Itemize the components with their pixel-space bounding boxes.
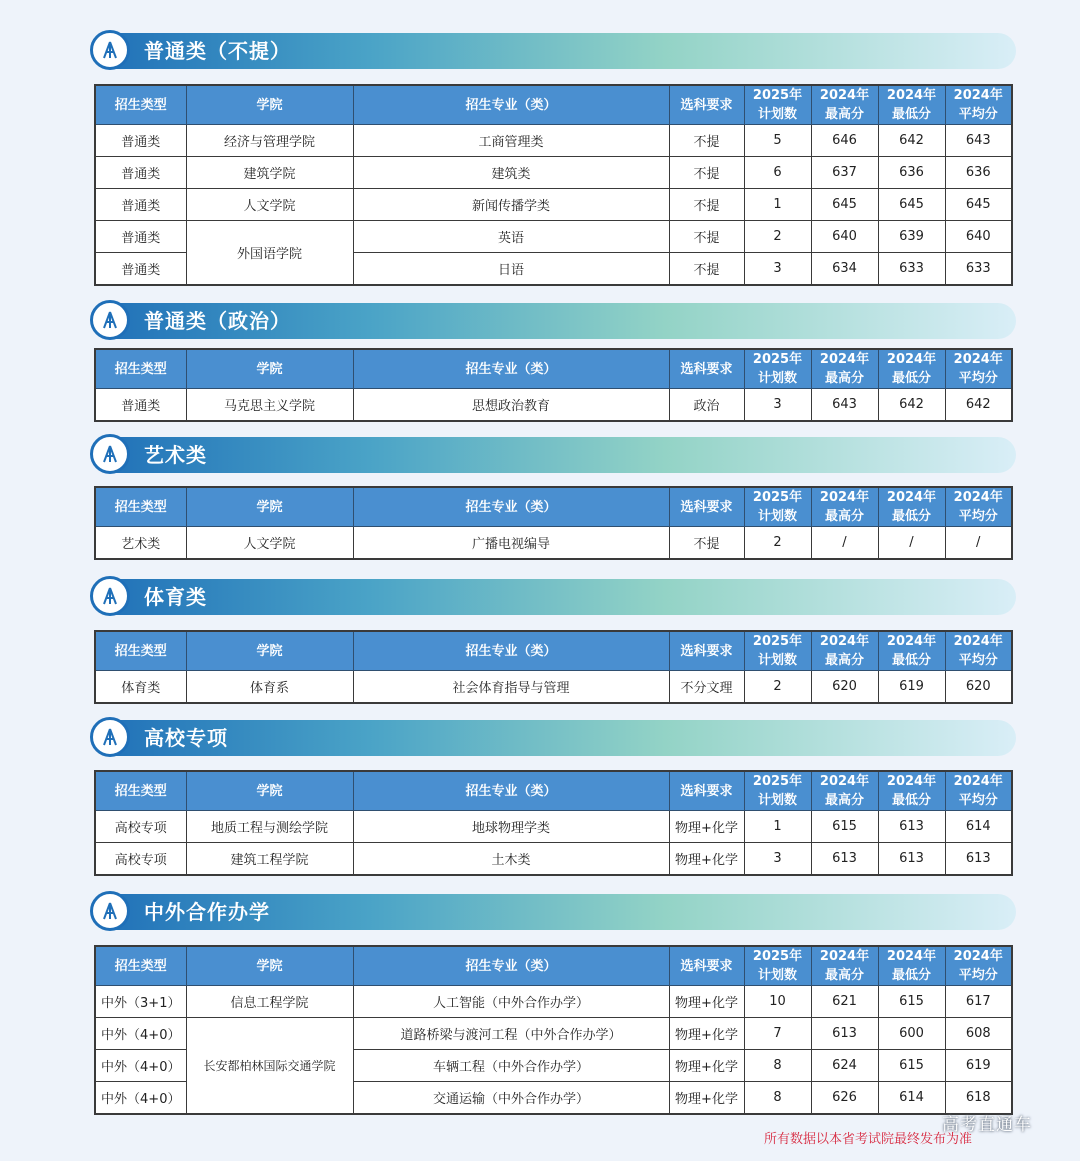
section-title: 普通类（政治） [144, 309, 291, 333]
header-max-line2: 最高分 [824, 793, 864, 808]
header-avg [945, 349, 1012, 389]
cell-type: 中外（4+0） [95, 1082, 186, 1115]
table-header-row [95, 349, 1012, 389]
cell-major: 工商管理类 [353, 125, 669, 157]
header-plan-line2: 计划数 [757, 107, 797, 122]
cell-max: 620 [811, 671, 878, 704]
header-avg-line2: 平均分 [958, 107, 998, 122]
admission-table [94, 770, 1013, 876]
cell-min: 615 [878, 1050, 945, 1082]
header-plan-line2: 计划数 [757, 509, 797, 524]
header-avg-line1: 2024年 [953, 352, 1003, 367]
header-plan [744, 771, 811, 811]
cell-type: 艺术类 [95, 527, 186, 560]
header-college: 学院 [186, 631, 353, 671]
cell-min: 600 [878, 1018, 945, 1050]
cell-min: 615 [878, 986, 945, 1018]
cell-major: 地球物理学类 [353, 811, 669, 843]
header-min-line2: 最低分 [891, 793, 931, 808]
header-max-line1: 2024年 [819, 774, 870, 789]
cell-college: 建筑工程学院 [186, 843, 353, 876]
university-logo-icon [90, 717, 130, 757]
footnote: 所有数据以本省考试院最终发布为准 [764, 1132, 973, 1147]
cell-max: 634 [811, 253, 878, 286]
cell-min: / [878, 527, 945, 560]
cell-college: 经济与管理学院 [186, 125, 353, 157]
header-plan-line1: 2025年 [752, 352, 803, 367]
cell-min: 642 [878, 125, 945, 157]
header-plan [744, 85, 811, 125]
cell-req: 物理+化学 [669, 843, 744, 876]
cell-plan: 2 [744, 527, 811, 560]
cell-major: 道路桥梁与渡河工程（中外合作办学） [353, 1018, 669, 1050]
cell-major: 新闻传播学类 [353, 189, 669, 221]
cell-major: 土木类 [353, 843, 669, 876]
cell-plan: 3 [744, 253, 811, 286]
table-header-row [95, 771, 1012, 811]
table-row [95, 389, 1012, 422]
header-plan [744, 946, 811, 986]
header-req: 选科要求 [669, 85, 744, 125]
header-college: 学院 [186, 85, 353, 125]
header-plan-line2: 计划数 [757, 968, 797, 983]
section-title: 艺术类 [144, 443, 207, 467]
cell-major: 广播电视编导 [353, 527, 669, 560]
header-avg-line1: 2024年 [953, 634, 1003, 649]
cell-req: 不提 [669, 221, 744, 253]
header-avg [945, 487, 1012, 527]
cell-plan: 10 [744, 986, 811, 1018]
cell-max: 615 [811, 811, 878, 843]
table-row [95, 125, 1012, 157]
header-plan-line1: 2025年 [752, 949, 803, 964]
section-title: 普通类（不提） [144, 39, 291, 63]
header-major: 招生专业（类） [353, 946, 669, 986]
admission-table [94, 348, 1013, 422]
cell-req: 物理+化学 [669, 1018, 744, 1050]
cell-avg: 645 [945, 189, 1012, 221]
header-max [811, 771, 878, 811]
header-min-line2: 最低分 [891, 107, 931, 122]
cell-type: 中外（4+0） [95, 1018, 186, 1050]
header-max-line1: 2024年 [819, 490, 870, 505]
table-row [95, 811, 1012, 843]
cell-req: 物理+化学 [669, 811, 744, 843]
cell-avg: 640 [945, 221, 1012, 253]
cell-avg: 614 [945, 811, 1012, 843]
cell-req: 不分文理 [669, 671, 744, 704]
header-plan-line2: 计划数 [757, 371, 797, 386]
section-title: 高校专项 [144, 726, 228, 750]
table-header-row [95, 487, 1012, 527]
header-avg [945, 631, 1012, 671]
cell-min: 636 [878, 157, 945, 189]
university-logo-icon [90, 300, 130, 340]
header-plan-line1: 2025年 [752, 774, 803, 789]
cell-min: 633 [878, 253, 945, 286]
header-min [878, 771, 945, 811]
cell-college: 建筑学院 [186, 157, 353, 189]
cell-avg: 619 [945, 1050, 1012, 1082]
admission-table [94, 630, 1013, 704]
cell-type: 普通类 [95, 157, 186, 189]
cell-type: 体育类 [95, 671, 186, 704]
header-type: 招生类型 [95, 487, 186, 527]
header-plan-line2: 计划数 [757, 793, 797, 808]
cell-type: 普通类 [95, 189, 186, 221]
header-min-line1: 2024年 [886, 634, 937, 649]
cell-avg: 608 [945, 1018, 1012, 1050]
table-row [95, 157, 1012, 189]
cell-type: 普通类 [95, 221, 186, 253]
section-header [92, 894, 1016, 930]
cell-max: 637 [811, 157, 878, 189]
header-avg-line1: 2024年 [953, 774, 1003, 789]
section-header [92, 303, 1016, 339]
cell-plan: 3 [744, 843, 811, 876]
cell-avg: 618 [945, 1082, 1012, 1115]
cell-avg: 636 [945, 157, 1012, 189]
header-req: 选科要求 [669, 771, 744, 811]
cell-req: 不提 [669, 189, 744, 221]
header-min-line2: 最低分 [891, 509, 931, 524]
header-min [878, 631, 945, 671]
cell-req: 政治 [669, 389, 744, 422]
header-max-line2: 最高分 [824, 653, 864, 668]
table-header-row [95, 946, 1012, 986]
cell-max: / [811, 527, 878, 560]
header-max [811, 631, 878, 671]
cell-min: 614 [878, 1082, 945, 1115]
header-avg [945, 946, 1012, 986]
table-row [95, 189, 1012, 221]
header-major: 招生专业（类） [353, 85, 669, 125]
cell-max: 640 [811, 221, 878, 253]
table-row [95, 527, 1012, 560]
university-logo-icon [90, 891, 130, 931]
header-type: 招生类型 [95, 946, 186, 986]
cell-max: 613 [811, 843, 878, 876]
header-req: 选科要求 [669, 349, 744, 389]
cell-avg: 643 [945, 125, 1012, 157]
section-header [92, 33, 1016, 69]
header-min [878, 349, 945, 389]
header-max-line1: 2024年 [819, 88, 870, 103]
header-min [878, 946, 945, 986]
cell-college: 马克思主义学院 [186, 389, 353, 422]
cell-avg: 617 [945, 986, 1012, 1018]
cell-avg: 620 [945, 671, 1012, 704]
table-row [95, 221, 1012, 253]
cell-type: 中外（3+1） [95, 986, 186, 1018]
university-logo-icon [90, 30, 130, 70]
header-avg [945, 771, 1012, 811]
header-max [811, 487, 878, 527]
header-avg-line2: 平均分 [958, 371, 998, 386]
header-min-line1: 2024年 [886, 949, 937, 964]
cell-avg: 642 [945, 389, 1012, 422]
cell-type: 普通类 [95, 125, 186, 157]
table-row [95, 1018, 1012, 1050]
cell-plan: 5 [744, 125, 811, 157]
header-max-line2: 最高分 [824, 371, 864, 386]
university-logo-icon [90, 576, 130, 616]
cell-req: 物理+化学 [669, 1082, 744, 1115]
cell-plan: 7 [744, 1018, 811, 1050]
cell-req: 物理+化学 [669, 1050, 744, 1082]
cell-min: 645 [878, 189, 945, 221]
admission-table [94, 84, 1013, 286]
university-logo-icon [90, 434, 130, 474]
header-plan [744, 487, 811, 527]
header-req: 选科要求 [669, 946, 744, 986]
section-header [92, 720, 1016, 756]
header-major: 招生专业（类） [353, 487, 669, 527]
header-req: 选科要求 [669, 487, 744, 527]
header-plan [744, 349, 811, 389]
table-row [95, 843, 1012, 876]
table-row [95, 986, 1012, 1018]
header-min-line2: 最低分 [891, 371, 931, 386]
cell-major: 人工智能（中外合作办学） [353, 986, 669, 1018]
header-max [811, 349, 878, 389]
section-header [92, 437, 1016, 473]
header-plan-line1: 2025年 [752, 88, 803, 103]
header-avg-line1: 2024年 [953, 490, 1003, 505]
header-avg-line2: 平均分 [958, 793, 998, 808]
cell-major: 日语 [353, 253, 669, 286]
cell-avg: / [945, 527, 1012, 560]
cell-plan: 8 [744, 1082, 811, 1115]
cell-max: 645 [811, 189, 878, 221]
header-min-line2: 最低分 [891, 653, 931, 668]
header-college: 学院 [186, 946, 353, 986]
header-min-line1: 2024年 [886, 352, 937, 367]
cell-major: 社会体育指导与管理 [353, 671, 669, 704]
cell-college: 外国语学院 [186, 221, 353, 286]
header-avg [945, 85, 1012, 125]
header-min [878, 85, 945, 125]
cell-major: 英语 [353, 221, 669, 253]
table-header-row [95, 85, 1012, 125]
header-min-line1: 2024年 [886, 88, 937, 103]
header-major: 招生专业（类） [353, 631, 669, 671]
cell-major: 思想政治教育 [353, 389, 669, 422]
header-avg-line1: 2024年 [953, 88, 1003, 103]
cell-max: 613 [811, 1018, 878, 1050]
cell-college: 人文学院 [186, 527, 353, 560]
cell-major: 建筑类 [353, 157, 669, 189]
cell-type: 普通类 [95, 389, 186, 422]
cell-plan: 2 [744, 221, 811, 253]
cell-plan: 8 [744, 1050, 811, 1082]
header-college: 学院 [186, 349, 353, 389]
cell-max: 643 [811, 389, 878, 422]
cell-req: 物理+化学 [669, 986, 744, 1018]
cell-college: 信息工程学院 [186, 986, 353, 1018]
header-min-line1: 2024年 [886, 774, 937, 789]
cell-college: 地质工程与测绘学院 [186, 811, 353, 843]
header-major: 招生专业（类） [353, 349, 669, 389]
cell-min: 619 [878, 671, 945, 704]
cell-plan: 2 [744, 671, 811, 704]
header-max [811, 946, 878, 986]
cell-max: 621 [811, 986, 878, 1018]
cell-max: 626 [811, 1082, 878, 1115]
header-college: 学院 [186, 487, 353, 527]
header-plan [744, 631, 811, 671]
header-max [811, 85, 878, 125]
header-type: 招生类型 [95, 631, 186, 671]
header-min-line1: 2024年 [886, 490, 937, 505]
cell-college: 长安都柏林国际交通学院 [186, 1018, 353, 1115]
table-header-row [95, 631, 1012, 671]
section-title: 体育类 [144, 585, 207, 609]
admission-table [94, 945, 1013, 1115]
header-max-line1: 2024年 [819, 634, 870, 649]
header-plan-line1: 2025年 [752, 634, 803, 649]
section-header [92, 579, 1016, 615]
cell-min: 639 [878, 221, 945, 253]
cell-req: 不提 [669, 527, 744, 560]
cell-major: 车辆工程（中外合作办学） [353, 1050, 669, 1082]
cell-avg: 613 [945, 843, 1012, 876]
header-req: 选科要求 [669, 631, 744, 671]
cell-req: 不提 [669, 157, 744, 189]
header-plan-line2: 计划数 [757, 653, 797, 668]
cell-max: 646 [811, 125, 878, 157]
cell-min: 613 [878, 811, 945, 843]
cell-type: 高校专项 [95, 843, 186, 876]
cell-plan: 1 [744, 189, 811, 221]
header-avg-line2: 平均分 [958, 653, 998, 668]
header-max-line2: 最高分 [824, 107, 864, 122]
header-type: 招生类型 [95, 771, 186, 811]
cell-college: 人文学院 [186, 189, 353, 221]
cell-plan: 1 [744, 811, 811, 843]
section-title: 中外合作办学 [144, 900, 270, 924]
header-min-line2: 最低分 [891, 968, 931, 983]
header-avg-line1: 2024年 [953, 949, 1003, 964]
watermark: 高考直通车 [942, 1115, 1032, 1135]
cell-major: 交通运输（中外合作办学） [353, 1082, 669, 1115]
header-type: 招生类型 [95, 85, 186, 125]
cell-req: 不提 [669, 125, 744, 157]
cell-type: 高校专项 [95, 811, 186, 843]
header-plan-line1: 2025年 [752, 490, 803, 505]
header-college: 学院 [186, 771, 353, 811]
cell-min: 642 [878, 389, 945, 422]
cell-max: 624 [811, 1050, 878, 1082]
table-row [95, 671, 1012, 704]
cell-type: 普通类 [95, 253, 186, 286]
header-max-line2: 最高分 [824, 509, 864, 524]
header-max-line1: 2024年 [819, 949, 870, 964]
cell-min: 613 [878, 843, 945, 876]
cell-college: 体育系 [186, 671, 353, 704]
header-avg-line2: 平均分 [958, 968, 998, 983]
cell-plan: 6 [744, 157, 811, 189]
cell-avg: 633 [945, 253, 1012, 286]
cell-type: 中外（4+0） [95, 1050, 186, 1082]
header-max-line1: 2024年 [819, 352, 870, 367]
header-min [878, 487, 945, 527]
header-type: 招生类型 [95, 349, 186, 389]
cell-plan: 3 [744, 389, 811, 422]
header-avg-line2: 平均分 [958, 509, 998, 524]
header-max-line2: 最高分 [824, 968, 864, 983]
admission-table [94, 486, 1013, 560]
header-major: 招生专业（类） [353, 771, 669, 811]
cell-req: 不提 [669, 253, 744, 286]
